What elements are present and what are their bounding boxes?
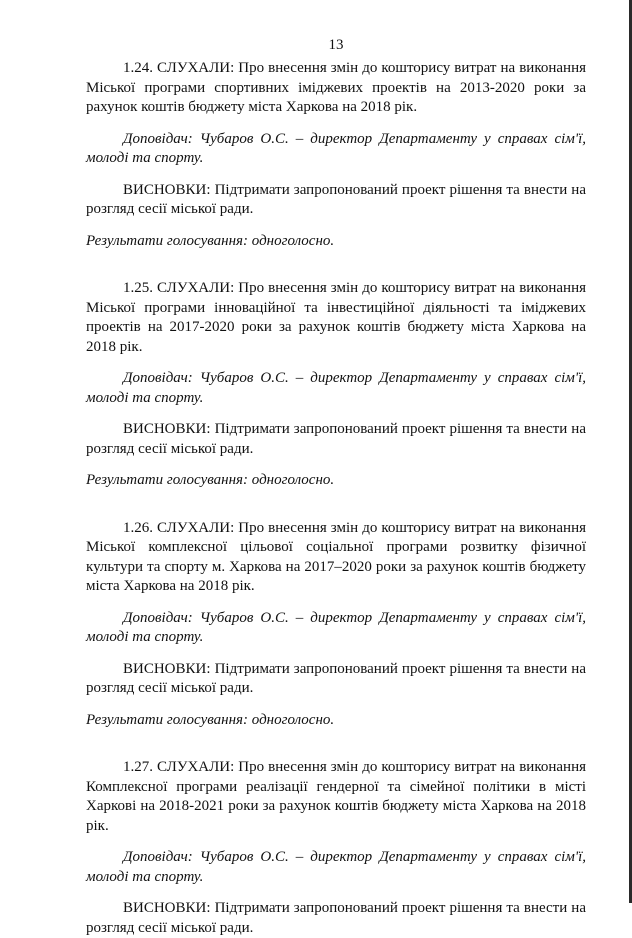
heard-paragraph: 1.24. СЛУХАЛИ: Про внесення змін до кошторису витрат на виконання Міської програми спортивних іміджевих проектів на 2013-2020 роки за рахунок коштів бюджету міста Харкова на 2018 рік. — [86, 60, 586, 115]
conclusion-paragraph: ВИСНОВКИ: Підтримати запропонований проект рішення та внести на розгляд сесії міської ради. — [86, 660, 586, 696]
agenda-item-1-24 — [86, 59, 586, 251]
vote-result: Результати голосування: одноголосно. — [86, 472, 335, 488]
agenda-item-1-27 — [86, 758, 586, 938]
speaker-paragraph: Доповідач: Чубаров О.С. – директор Департаменту у справах сім'ї, молоді та спорту. — [86, 130, 586, 166]
speaker-paragraph: Доповідач: Чубаров О.С. – директор Департаменту у справах сім'ї, молоді та спорту. — [86, 370, 586, 406]
agenda-item-1-25 — [86, 279, 586, 491]
conclusion-paragraph: ВИСНОВКИ: Підтримати запропонований проект рішення та внести на розгляд сесії міської ради. — [86, 181, 586, 217]
agenda-item-1-26 — [86, 519, 586, 731]
conclusion-paragraph: ВИСНОВКИ: Підтримати запропонований проект рішення та внести на розгляд сесії міської ради. — [86, 421, 586, 457]
heard-paragraph: 1.27. СЛУХАЛИ: Про внесення змін до кошторису витрат на виконання Комплексної програми реалізації гендерної та сімейної політики в місті Харкові на 2018-2021 роки за рахунок коштів бюджету міста Харкова на 2018 рік. — [86, 759, 586, 834]
speaker-paragraph: Доповідач: Чубаров О.С. – директор Департаменту у справах сім'ї, молоді та спорту. — [86, 849, 586, 885]
vote-result: Результати голосування: одноголосно. — [86, 232, 335, 249]
document-body — [86, 59, 586, 938]
heard-paragraph: 1.26. СЛУХАЛИ: Про внесення змін до кошторису витрат на виконання Міської комплексної цільової соціальної програми розвитку фізичної культури та спорту м. Харкова на 2017–2020 роки за рахунок коштів бюджету міста Харкова на 2018 рік. — [86, 519, 586, 594]
conclusion-paragraph: ВИСНОВКИ: Підтримати запропонований проект рішення та внести на розгляд сесії міської ради. — [86, 900, 586, 936]
heard-paragraph: 1.25. СЛУХАЛИ: Про внесення змін до кошторису витрат на виконання Міської програми інноваційної та інвестиційної діяльності та іміджевих проектів на 2017-2020 роки за рахунок коштів бюджету міста Харкова на 2018 рік. — [86, 280, 586, 355]
speaker-paragraph: Доповідач: Чубаров О.С. – директор Департаменту у справах сім'ї, молоді та спорту. — [86, 609, 586, 645]
page-number: 13 — [328, 37, 344, 53]
vote-result: Результати голосування: одноголосно. — [86, 711, 335, 728]
